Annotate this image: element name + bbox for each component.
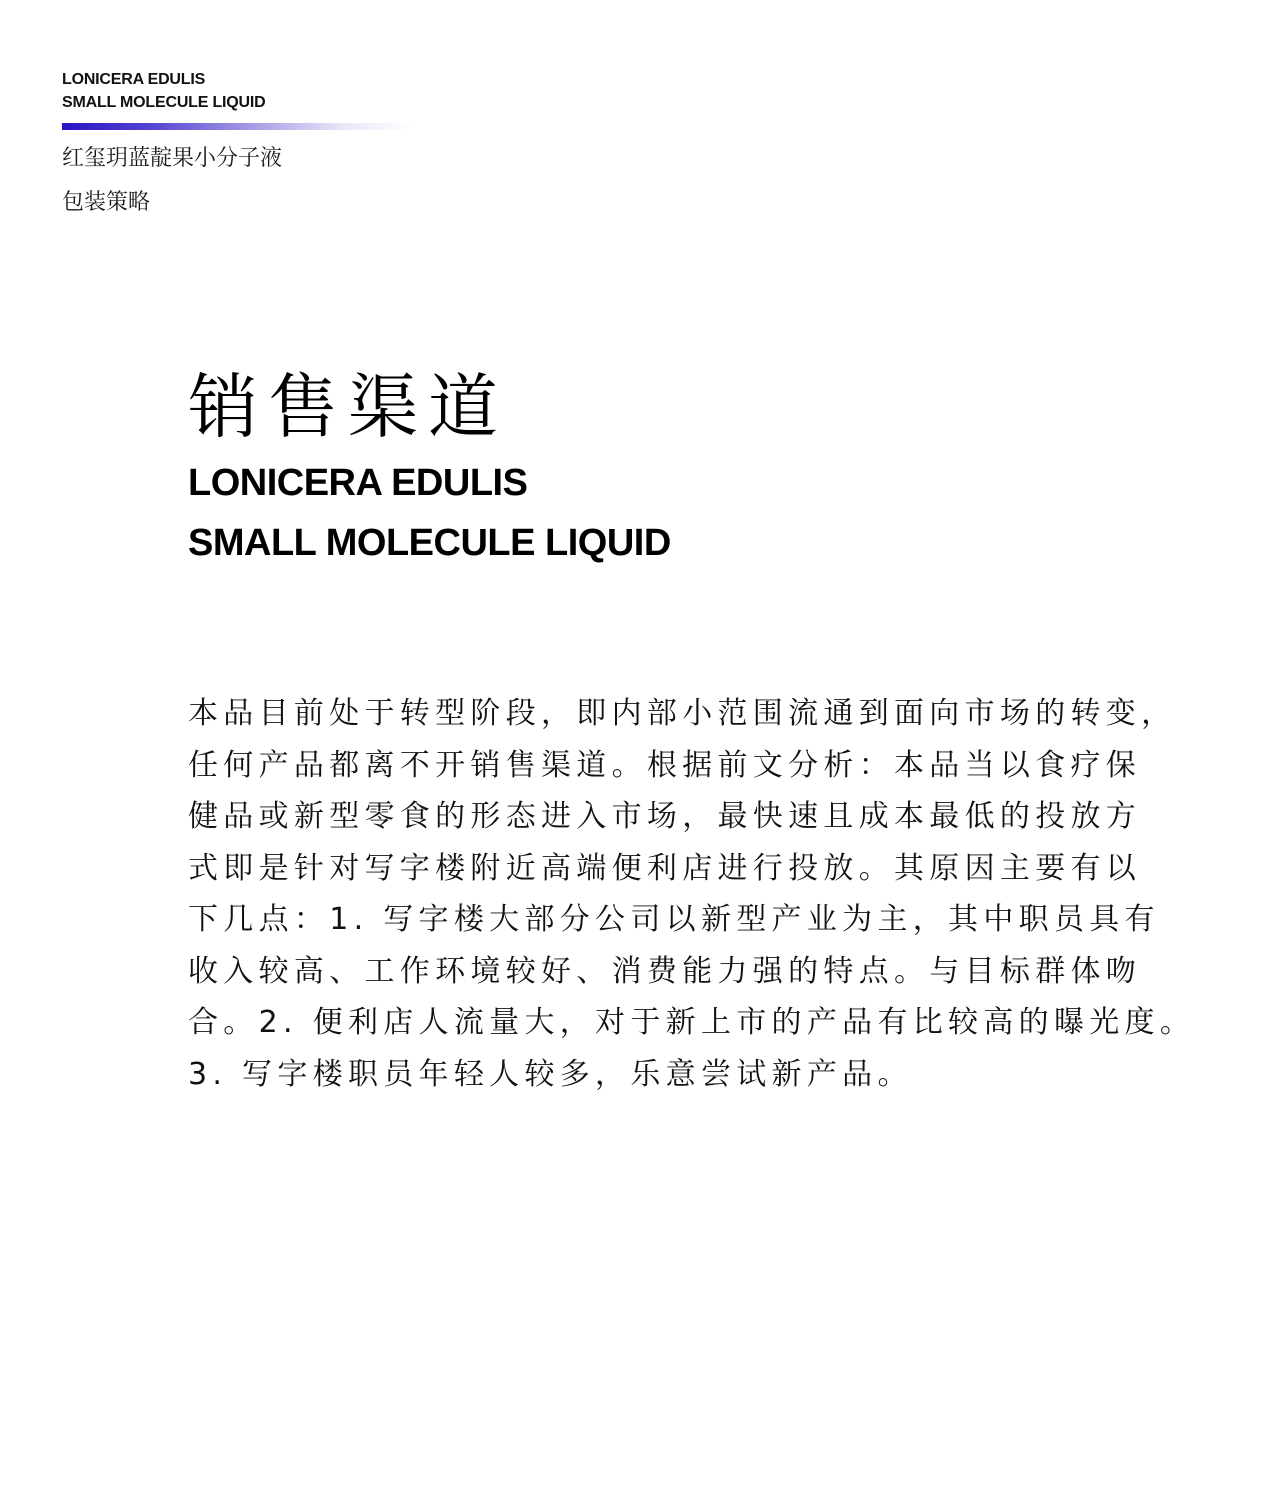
section-title-en-line1: LONICERA EDULIS xyxy=(188,462,528,504)
body-line: 健品或新型零食的形态进入市场，最快速且成本最低的投放方 xyxy=(188,799,1142,834)
brand-name-cn-line1: 红玺玥蓝靛果小分子液 xyxy=(62,146,283,171)
body-line: 任何产品都离不开销售渠道。根据前文分析：本品当以食疗保 xyxy=(188,747,1142,783)
body-line: 收入较高、工作环境较好、消费能力强的特点。与目标群体吻 xyxy=(188,953,1142,989)
accent-gradient-bar xyxy=(62,123,412,130)
brand-subtitle-cn: 包装策略 xyxy=(62,190,151,215)
section-title-block xyxy=(188,365,671,569)
section-title-cn: 销售渠道 xyxy=(188,366,508,448)
body-line: 本品目前处于转型阶段，即内部小范围流通到面向市场的转变， xyxy=(188,696,1177,731)
body-line: 式即是针对写字楼附近高端便利店进行投放。其原因主要有以 xyxy=(188,850,1142,886)
section-title-en-line2: SMALL MOLECULE LIQUID xyxy=(188,522,671,564)
brand-name-en-line2: SMALL MOLECULE LIQUID xyxy=(62,94,266,111)
body-line: 合。2. 便利店人流量大，对于新上市的产品有比较高的曝光度。 xyxy=(188,1005,1196,1040)
body-line: 3. 写字楼职员年轻人较多，乐意尝试新产品。 xyxy=(188,1056,913,1092)
brand-name-en-line1: LONICERA EDULIS xyxy=(62,71,206,88)
body-paragraph xyxy=(188,688,1198,1100)
body-line: 下几点：1. 写字楼大部分公司以新型产业为主，其中职员具有 xyxy=(188,902,1160,937)
header-brand-block xyxy=(62,68,412,218)
